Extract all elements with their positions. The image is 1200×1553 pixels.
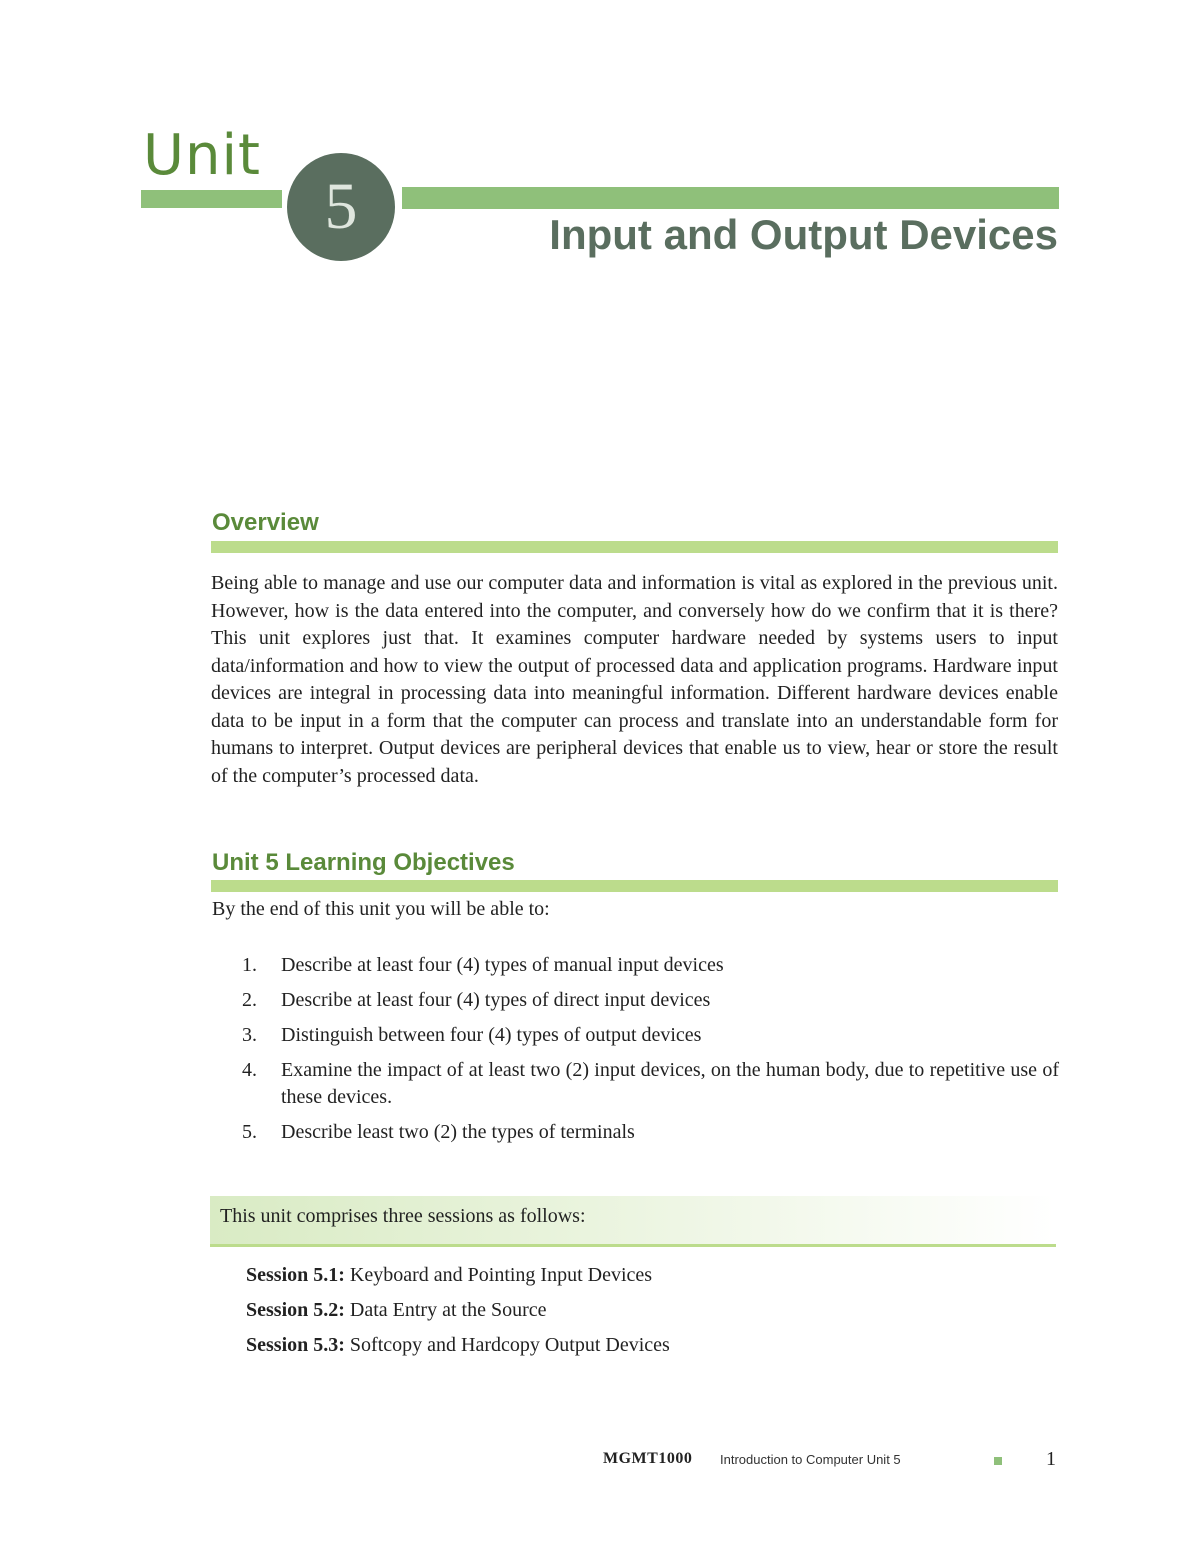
page-number: 1 <box>1046 1448 1056 1470</box>
session-label: Session 5.3: <box>246 1334 345 1356</box>
header-bar-left <box>141 190 282 208</box>
objective-text: Describe least two (2) the types of terminals <box>281 1121 635 1143</box>
objective-text: Distinguish between four (4) types of output devices <box>281 1024 702 1046</box>
session-item <box>246 1297 670 1324</box>
session-item <box>246 1262 670 1289</box>
footer-course-code: MGMT1000 <box>603 1450 693 1467</box>
objective-number: 5. <box>242 1121 257 1143</box>
footer-square-icon <box>994 1457 1002 1465</box>
session-label: Session 5.1: <box>246 1264 345 1286</box>
objective-text: Examine the impact of at least two (2) input devices, on the human body, due to repetitive use of these devices. <box>281 1059 1059 1108</box>
overview-rule <box>211 541 1058 553</box>
objective-item <box>212 952 1059 979</box>
session-title: Data Entry at the Source <box>349 1299 547 1321</box>
objective-text: Describe at least four (4) types of manual input devices <box>281 954 724 976</box>
overview-heading: Overview <box>212 509 319 536</box>
objectives-rule <box>211 880 1058 892</box>
unit-title: Input and Output Devices <box>549 211 1058 258</box>
session-item <box>246 1332 670 1359</box>
objective-item <box>212 1119 1059 1146</box>
header-bar-right <box>402 187 1059 209</box>
objective-item <box>212 1022 1059 1049</box>
objectives-heading: Unit 5 Learning Objectives <box>212 849 515 876</box>
objective-text: Describe at least four (4) types of direct input devices <box>281 989 711 1011</box>
overview-paragraph: Being able to manage and use our computer data and information is vital as explored in the previous unit. However, how is the data entered into the computer, and conversely how do we confirm that it is there? This unit explores just that. It examines computer hardware needed by systems users to input data/information and how to view the output of processed data and application programs. Hardware input devices are integral in processing data into meaningful information. Different hardware devices enable data to be input in a form that the computer can process and translate into an understandable form for humans to interpret. Output devices are peripheral devices that enable us to view, hear or store the result of the computer’s processed data. <box>211 572 1058 787</box>
objective-number: 2. <box>242 989 257 1011</box>
unit-number-badge: 5 <box>287 153 395 261</box>
session-title: Keyboard and Pointing Input Devices <box>349 1264 653 1286</box>
objective-item <box>212 1057 1059 1111</box>
objective-number: 1. <box>242 954 257 976</box>
sessions-callout-text: This unit comprises three sessions as follows: <box>220 1205 586 1227</box>
objective-item <box>212 987 1059 1014</box>
page-footer <box>560 1450 1060 1474</box>
objective-number: 3. <box>242 1024 257 1046</box>
footer-course-title: Introduction to Computer Unit 5 <box>720 1452 901 1467</box>
sessions-list <box>246 1262 670 1367</box>
objectives-list <box>212 952 1059 1154</box>
sessions-callout <box>210 1196 1056 1247</box>
session-title: Softcopy and Hardcopy Output Devices <box>349 1334 670 1356</box>
objectives-lead: By the end of this unit you will be able to: <box>212 898 550 920</box>
session-label: Session 5.2: <box>246 1299 345 1321</box>
objective-number: 4. <box>242 1059 257 1081</box>
unit-label: Unit <box>143 123 261 188</box>
